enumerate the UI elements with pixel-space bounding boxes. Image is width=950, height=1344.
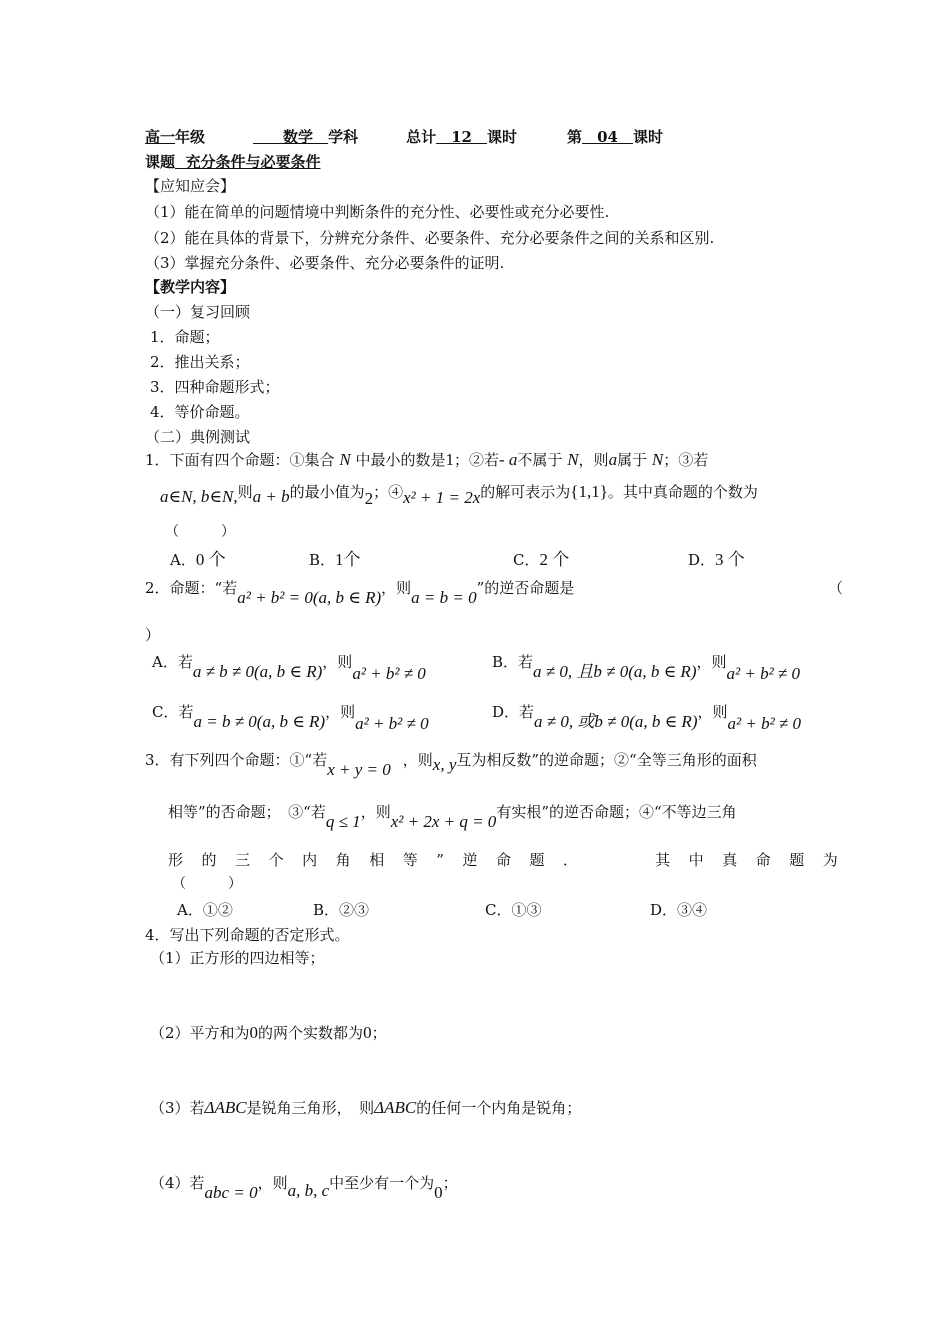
q3-eq2: x² + 2x + q = 0 (390, 812, 497, 831)
abc-vars: a, b, c (287, 1181, 330, 1200)
q1-option-d: D．3 个 (688, 550, 745, 569)
total-value: 12 (451, 128, 472, 146)
header-line (145, 127, 663, 147)
total-label: 总计 (406, 128, 437, 146)
q2-option-a: A．若a ≠ b ≠ 0(a, b ∈ R)，则a² + b² ≠ 0 (152, 653, 426, 683)
review-item-4: 4．等价命题。 (150, 403, 250, 421)
q2-conclusion: a = b = 0 (411, 588, 477, 607)
number-one: 1 (445, 450, 454, 469)
q4-part-4: （4）若abc = 0，则a, b, c中至少有一个为0； (150, 1174, 458, 1202)
q3-line-2: 相等”的否命题； ③“若q ≤ 1，则x² + 2x + q = 0有实根”的逆否命题；④“不等边三角 (168, 803, 737, 831)
q3-eq1: x + y = 0 (327, 760, 391, 779)
content-heading: 【教学内容】 (145, 278, 236, 296)
q2-premise: a² + b² = 0(a, b ∈ R) (237, 588, 382, 607)
goal-item-1: （1）能在简单的问题情境中判断条件的充分性、必要性或充分必要性. (145, 203, 610, 221)
q3-option-b: B．②③ (313, 901, 370, 919)
topic-label: 课题 (145, 153, 176, 171)
q4-part-1: （1）正方形的四边相等； (150, 949, 325, 967)
q2-option-b: B．若a ≠ 0, 且b ≠ 0(a, b ∈ R)，则a² + b² ≠ 0 (492, 653, 800, 683)
var-a: a (608, 450, 618, 469)
q3-answer-paren: （ ） (172, 876, 242, 892)
nth-label: 第 (567, 128, 583, 146)
neg-a: - a (498, 450, 518, 469)
topic-line (145, 152, 320, 172)
hours-label: 课时 (487, 128, 518, 146)
q4-part-3: （3）若ΔABC是锐角三角形， 则ΔABC的任何一个内角是锐角； (150, 1098, 582, 1117)
q3-option-a: A．①② (177, 901, 233, 919)
nth-hours-label: 课时 (632, 128, 663, 146)
topic-value: 充分条件与必要条件 (185, 153, 321, 171)
q1-sum: a + b (252, 487, 290, 506)
q1-equation: x² + 1 = 2x (403, 488, 481, 507)
subject-label: 学科 (328, 128, 359, 146)
q2-option-d: D．若a ≠ 0, 或b ≠ 0(a, b ∈ R)，则a² + b² ≠ 0 (492, 703, 801, 733)
q4-part-2: （2）平方和为0的两个实数都为0； (150, 1023, 387, 1042)
review-item-2: 2．推出关系； (150, 353, 250, 371)
triangle-abc: ΔABC (204, 1098, 247, 1117)
q2-paren-open: （ (828, 579, 844, 597)
q3-line-3: 形 的 三 个 内 角 相 等 ” 逆 命 题 ． 其 中 真 命 题 为 (168, 851, 838, 869)
q3-option-d: D．③④ (650, 901, 708, 919)
grade-label: 年级 (175, 128, 206, 146)
q3-q-cond: q ≤ 1 (325, 812, 361, 831)
goal-item-2: （2）能在具体的背景下，分辨充分条件、必要条件、充分必要条件之间的关系和区别. (145, 229, 715, 247)
examples-heading: （二）典例测试 (145, 428, 251, 446)
q3-option-c: C．①③ (485, 901, 542, 919)
number-two: 2 (364, 489, 374, 508)
q1-line-2: a∈N, b∈N,则a + b的最小值为2；④x² + 1 = 2x的解可表示为{1,1}。其中真命题的个数为 (160, 482, 758, 508)
grade-value: 高一 (145, 128, 176, 146)
review-heading: （一）复习回顾 (145, 303, 251, 321)
q2-stem: 2．命题：“若a² + b² = 0(a, b ∈ R)，则a = b = 0”的逆否命题是 (145, 579, 575, 607)
q1-condition: a∈N, b∈N, (160, 487, 238, 506)
set-n: N (567, 450, 579, 469)
set-n: N (651, 450, 664, 469)
q2-option-c: C．若a = b ≠ 0(a, b ∈ R)，则a² + b² ≠ 0 (152, 703, 429, 733)
nth-value: 04 (597, 128, 618, 146)
subject-value: 数学 (283, 128, 314, 146)
goal-item-3: （3）掌握充分条件、必要条件、充分必要条件的证明. (145, 254, 505, 272)
q3-xy: x, y (432, 755, 457, 774)
q1-option-a: A．0 个 (170, 550, 226, 569)
abc-product: abc = 0 (204, 1183, 258, 1202)
q1-line-1: 1．下面有四个命题：①集合 N 中最小的数是1；②若- a不属于 N，则a属于 N；③若 (145, 450, 709, 469)
q3-options (177, 900, 777, 920)
review-item-1: 1．命题； (150, 328, 220, 346)
q1-option-b: B．1个 (309, 550, 361, 569)
q1-option-c: C．2 个 (513, 550, 570, 569)
q2-paren-close: ） (145, 626, 161, 644)
review-item-3: 3．四种命题形式； (150, 378, 280, 396)
q4-heading: 4．写出下列命题的否定形式。 (145, 926, 350, 944)
q1-answer-paren: （ ） (165, 524, 235, 540)
q3-line-1: 3．有下列四个命题：①“若x + y = 0 ，则x, y互为相反数”的逆命题；②“全等三角形的面积 (145, 751, 757, 779)
set-n: N (339, 450, 351, 469)
triangle-abc: ΔABC (374, 1098, 417, 1117)
q1-solution-set: {1,1} (570, 482, 608, 501)
q1-options (170, 550, 770, 570)
goals-heading: 【应知应会】 (145, 177, 236, 195)
